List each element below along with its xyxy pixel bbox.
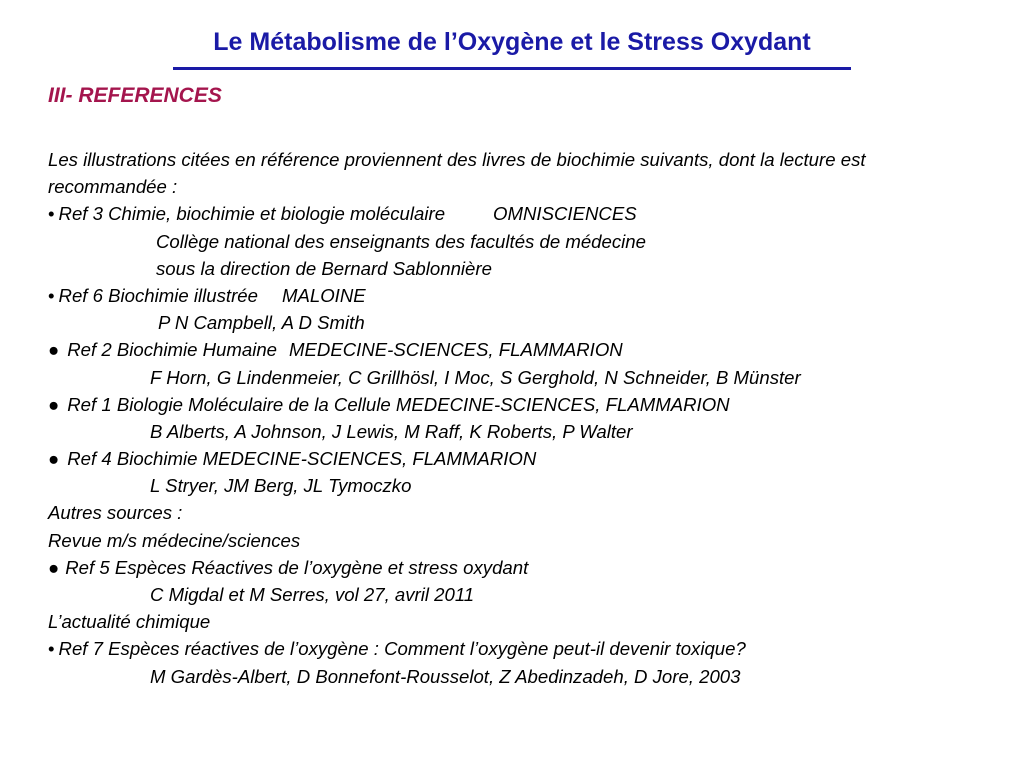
ref4-authors: L Stryer, JM Berg, JL Tymoczko [150, 475, 412, 497]
ref4-title: Ref 4 Biochimie MEDECINE-SCIENCES, FLAMMARION [67, 448, 537, 470]
title-underline [173, 67, 851, 70]
ref1-authors: B Alberts, A Johnson, J Lewis, M Raff, K Roberts, P Walter [150, 420, 633, 442]
ref6-title: Ref 6 Biochimie illustrée [58, 284, 258, 306]
ref6-entry [48, 282, 988, 309]
bullet-icon: • [48, 638, 55, 660]
ref3-line3: sous la direction de Bernard Sablonnière [156, 257, 492, 279]
ref3-publisher: OMNISCIENCES [493, 203, 637, 225]
ref3-line2: Collège national des enseignants des facultés de médecine [156, 230, 646, 252]
bullet-icon: • [48, 284, 55, 306]
ref7-entry [48, 635, 988, 662]
ref1-title: Ref 1 Biologie Moléculaire de la Cellule MEDECINE-SCIENCES, FLAMMARION [67, 393, 730, 415]
bullet-icon: • [48, 203, 55, 225]
ref5-authors: C Migdal et M Serres, vol 27, avril 2011 [150, 584, 475, 606]
slide-title: Le Métabolisme de l’Oxygène et le Stress Oxydant [213, 28, 811, 56]
ref2-publisher: MEDECINE-SCIENCES, FLAMMARION [289, 339, 623, 361]
references-body [48, 146, 988, 690]
ref5-entry [48, 554, 988, 581]
bullet-icon: ● [48, 556, 60, 578]
revue-label: Revue m/s médecine/sciences [48, 529, 301, 551]
bullet-icon: ● [48, 393, 60, 415]
ref6-authors: P N Campbell, A D Smith [158, 312, 365, 334]
ref3-title: Ref 3 Chimie, biochimie et biologie moléculaire [58, 203, 446, 225]
ref6-publisher: MALOINE [281, 284, 366, 306]
actualite-label: L’actualité chimique [48, 611, 211, 633]
ref4-entry [48, 445, 988, 472]
bullet-icon: ● [48, 339, 60, 361]
section-heading: III- REFERENCES [48, 84, 222, 107]
ref7-title: Ref 7 Espèces réactives de l’oxygène : Comment l’oxygène peut-il devenir toxique? [58, 638, 746, 660]
other-sources-label: Autres sources : [48, 502, 183, 524]
ref2-title: Ref 2 Biochimie Humaine [67, 339, 278, 361]
ref2-entry [48, 336, 988, 363]
intro-text: Les illustrations citées en référence proviennent des livres de biochimie suivants, dont la lecture est recommandée : [48, 149, 866, 198]
ref7-authors: M Gardès-Albert, D Bonnefont-Rousselot, Z Abedinzadeh, D Jore, 2003 [150, 665, 741, 687]
ref3-entry [48, 200, 988, 227]
ref2-authors: F Horn, G Lindenmeier, C Grillhösl, I Moc, S Gerghold, N Schneider, B Münster [150, 366, 801, 388]
bullet-icon: ● [48, 448, 60, 470]
ref5-title: Ref 5 Espèces Réactives de l’oxygène et stress oxydant [65, 556, 529, 578]
ref1-entry [48, 391, 988, 418]
